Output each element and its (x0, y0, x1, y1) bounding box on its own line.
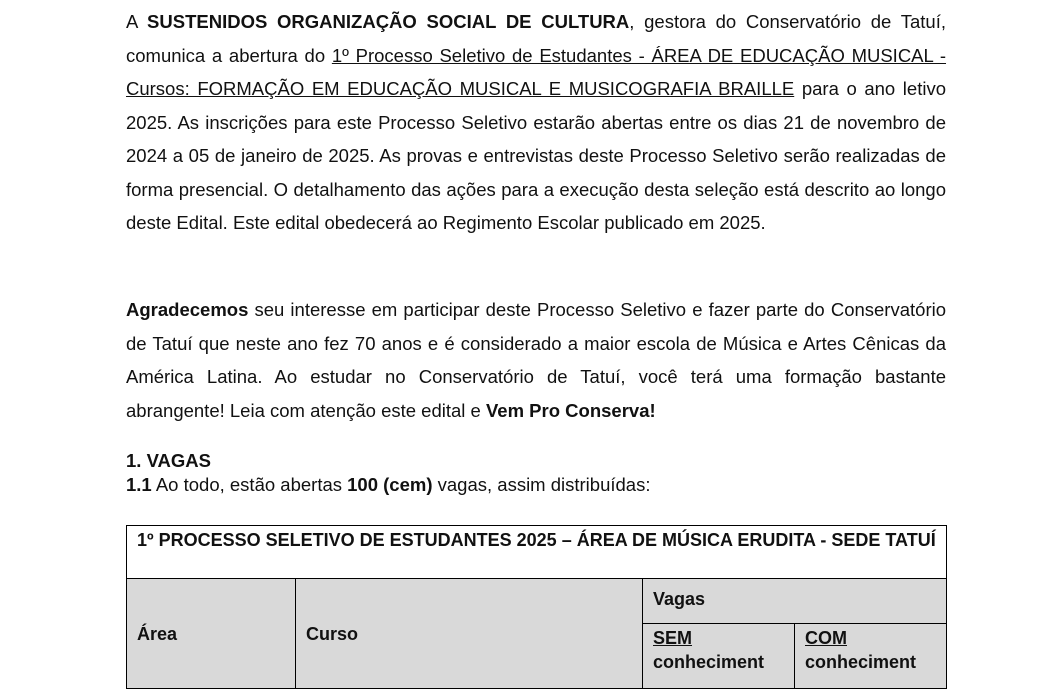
intro-paragraph (126, 5, 946, 240)
intro-text-1: A (126, 11, 148, 32)
thanks-paragraph (126, 293, 946, 427)
com-label: COM (805, 628, 847, 648)
process-title-underlined: 1º Processo Seletivo de Estudantes - ÁREA DE EDUCAÇÃO MUSICAL - Cursos: FORMAÇÃO EM EDUCAÇÃO MUSICAL E MUSICOGRAFIA BRAILLE (126, 44, 947, 99)
vagas-total: 100 (cem) (347, 474, 433, 495)
vagas-intro-line (126, 473, 946, 497)
header-sem-conhecimento (643, 624, 795, 689)
organization-name: SUSTENIDOS ORGANIZAÇÃO SOCIAL DE CULTURA (147, 11, 630, 32)
vagas-section (126, 449, 946, 497)
slogan-bold: Vem Pro Conserva! (485, 399, 656, 421)
vagas-text-2: vagas, assim distribuídas: (432, 474, 651, 495)
com-rest: conheciment (805, 652, 917, 672)
intro-text-2: , gestora do Conservatório de Tatuí, comunica a abertura do (126, 11, 946, 66)
subsection-number: 1.1 (126, 474, 152, 495)
section-heading: 1. VAGAS (126, 450, 211, 471)
sem-rest: conheciment (653, 652, 765, 672)
header-com-conhecimento (795, 624, 947, 689)
thanks-text: seu interesse em participar deste Processo Seletivo e fazer parte do Conservatório de Tatuí que neste ano fez 70 anos e é considerado a maior escola de Música e Artes Cênicas da América Latina. Ao estudar no Conservatório de Tatuí, você terá uma formação bastante abrangente! Leia com atenção este edital e (126, 299, 946, 421)
vagas-text-1: Ao todo, estão abertas (151, 474, 348, 495)
vagas-table (126, 525, 947, 689)
header-vagas: Vagas (643, 579, 947, 624)
sem-label: SEM (653, 628, 693, 648)
header-area: Área (127, 579, 296, 689)
intro-text-3: para o ano letivo 2025. As inscrições para este Processo Seletivo estarão abertas entre os dias 21 de novembro de 2024 a 05 de janeiro de 2025. As provas e entrevistas deste Processo Seletivo serão realizadas de forma presencial. O detalhamento das ações para a execução desta seleção está descrito ao longo deste Edital. Este edital obedecerá ao Regimento Escolar publicado em 2025. (126, 78, 946, 233)
thanks-bold: Agradecemos (126, 299, 249, 320)
header-curso: Curso (296, 579, 643, 689)
table-title: 1º PROCESSO SELETIVO DE ESTUDANTES 2025 – ÁREA DE MÚSICA ERUDITA - SEDE TATUÍ (127, 526, 947, 579)
